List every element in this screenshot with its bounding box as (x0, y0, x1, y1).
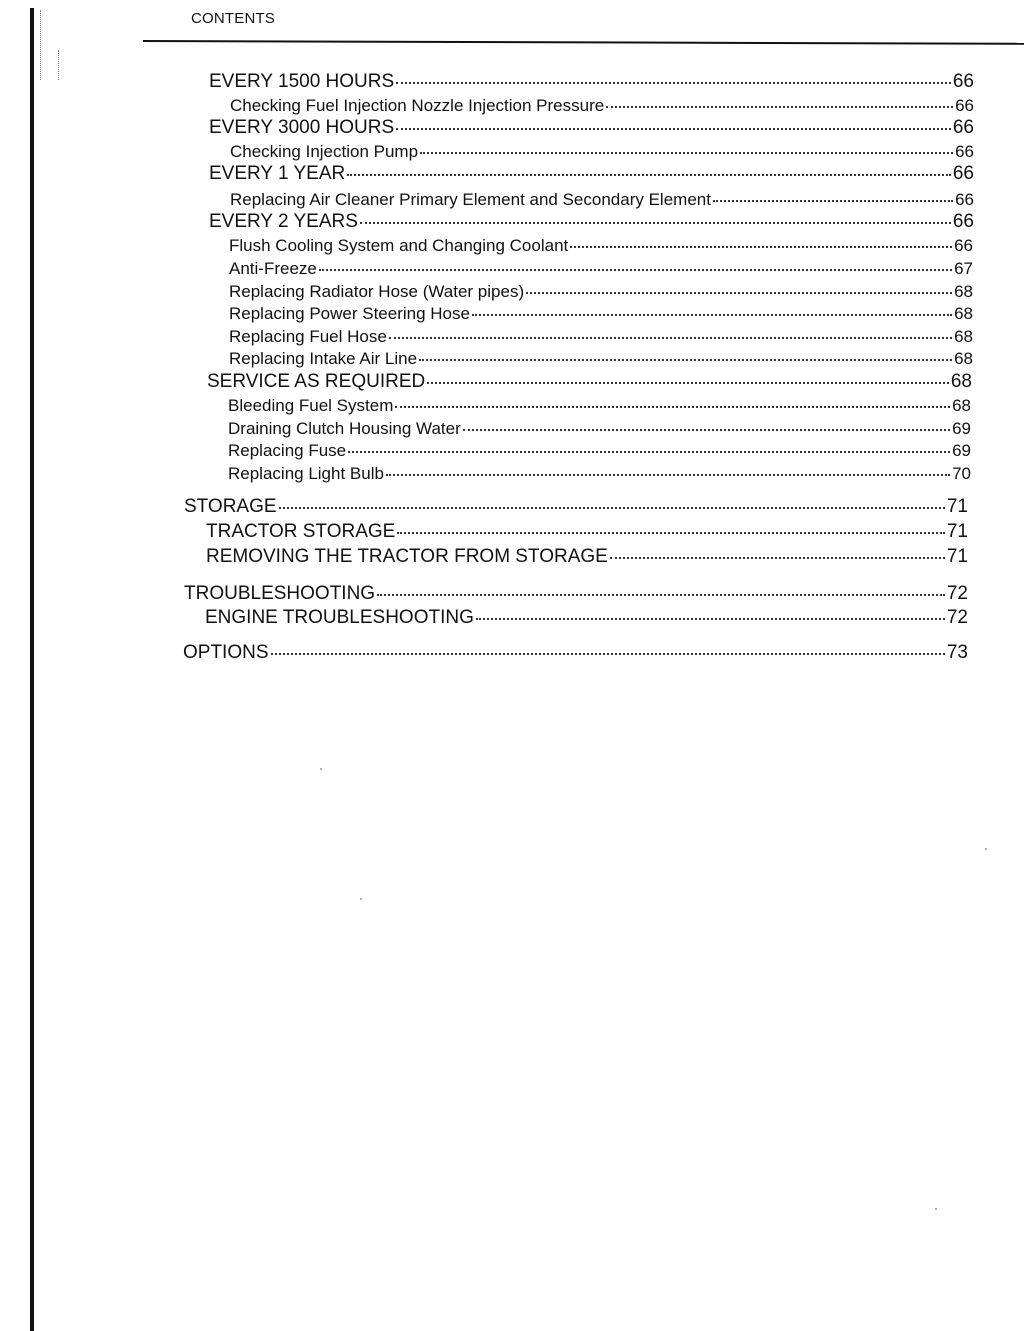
toc-entry[interactable] (229, 259, 973, 279)
dot-leader (347, 174, 951, 176)
toc-entry[interactable] (230, 190, 974, 210)
toc-entry[interactable] (229, 304, 973, 324)
scan-binding-edge (30, 8, 34, 1331)
toc-entry-label: Bleeding Fuel System (228, 396, 394, 415)
toc-entry[interactable] (183, 642, 968, 664)
toc-entry-page-number: 68 (952, 396, 971, 415)
dot-leader (526, 292, 952, 294)
toc-entry-label: ENGINE TROUBLESHOOTING (205, 607, 474, 628)
toc-entry-label: Replacing Fuse (228, 441, 347, 460)
toc-entry[interactable] (206, 521, 968, 543)
toc-entry[interactable] (209, 71, 974, 93)
toc-entry-page-number: 66 (955, 142, 974, 161)
toc-entry[interactable] (184, 583, 968, 605)
toc-entry[interactable] (228, 464, 971, 484)
toc-entry[interactable] (228, 396, 971, 416)
toc-entry[interactable] (229, 349, 973, 369)
toc-entry-page-number: 67 (954, 259, 973, 278)
toc-entry-page-number: 66 (952, 117, 974, 138)
toc-entry-page-number: 68 (954, 282, 973, 301)
toc-entry-label: Anti-Freeze (229, 259, 317, 278)
toc-entry-label: Checking Fuel Injection Nozzle Injection Pressure (230, 96, 605, 115)
dot-leader (348, 451, 950, 453)
toc-entry-page-number: 72 (946, 607, 968, 628)
toc-entry-label: REMOVING THE TRACTOR FROM STORAGE (206, 546, 608, 567)
toc-entry-page-number: 73 (946, 642, 968, 663)
dot-leader (319, 269, 952, 271)
scan-speck (360, 898, 362, 900)
toc-entry-label: EVERY 1 YEAR (209, 163, 346, 184)
toc-entry-page-number: 69 (952, 441, 971, 460)
dot-leader (610, 557, 945, 559)
toc-entry[interactable] (209, 117, 974, 139)
toc-entry[interactable] (230, 96, 974, 116)
toc-entry-label: OPTIONS (183, 642, 269, 663)
dot-leader (396, 82, 951, 84)
dot-leader (570, 246, 952, 248)
scan-artifact (40, 10, 43, 80)
toc-entry-page-number: 68 (954, 304, 973, 323)
toc-entry-page-number: 66 (955, 96, 974, 115)
toc-entry-label: SERVICE AS REQUIRED (207, 371, 426, 392)
toc-entry-label: Flush Cooling System and Changing Coolant (229, 236, 569, 255)
toc-entry-page-number: 71 (946, 496, 968, 517)
dot-leader (472, 314, 952, 316)
toc-entry-label: Draining Clutch Housing Water (228, 419, 461, 438)
toc-entry-page-number: 68 (950, 371, 972, 392)
toc-entry-page-number: 71 (946, 521, 968, 542)
toc-entry-page-number: 66 (952, 163, 974, 184)
header-divider (143, 40, 1024, 45)
toc-entry-label: Replacing Radiator Hose (Water pipes) (229, 282, 525, 301)
toc-entry[interactable] (229, 282, 973, 302)
dot-leader (476, 618, 945, 620)
scan-artifact (58, 50, 61, 80)
dot-leader (279, 507, 945, 509)
toc-entry-label: TROUBLESHOOTING (184, 583, 376, 604)
toc-entry[interactable] (228, 441, 971, 461)
toc-entry-page-number: 72 (946, 583, 968, 604)
toc-entry-label: STORAGE (184, 496, 277, 517)
toc-entry-label: Replacing Intake Air Line (229, 349, 418, 368)
toc-entry-page-number: 66 (952, 211, 974, 232)
dot-leader (397, 532, 945, 534)
dot-leader (419, 359, 952, 361)
toc-entry-page-number: 66 (955, 190, 974, 209)
toc-entry-page-number: 66 (952, 71, 974, 92)
dot-leader (420, 152, 953, 154)
toc-entry-label: Replacing Air Cleaner Primary Element and Secondary Element (230, 190, 711, 209)
dot-leader (377, 594, 945, 596)
scan-speck (935, 1208, 937, 1210)
dot-leader (427, 382, 949, 384)
toc-entry-page-number: 69 (952, 419, 971, 438)
dot-leader (606, 106, 953, 108)
dot-leader (271, 653, 945, 655)
dot-leader (713, 200, 953, 202)
toc-entry[interactable] (230, 142, 974, 162)
toc-entry-page-number: 71 (946, 546, 968, 567)
toc-entry[interactable] (184, 496, 968, 518)
toc-entry[interactable] (205, 607, 968, 629)
toc-entry-page-number: 68 (954, 349, 973, 368)
toc-entry-label: Replacing Power Steering Hose (229, 304, 470, 323)
toc-entry[interactable] (209, 163, 974, 185)
toc-entry-label: Checking Injection Pump (230, 142, 419, 161)
dot-leader (395, 406, 950, 408)
toc-entry-label: Replacing Fuel Hose (229, 327, 387, 346)
scan-speck (320, 768, 322, 770)
dot-leader (389, 337, 952, 339)
scan-speck (985, 848, 987, 850)
toc-entry[interactable] (209, 211, 974, 233)
toc-entry-page-number: 70 (952, 464, 971, 483)
dot-leader (386, 474, 950, 476)
toc-entry-label: Replacing Light Bulb (228, 464, 384, 483)
toc-entry[interactable] (229, 236, 973, 256)
dot-leader (396, 128, 951, 130)
toc-entry-label: TRACTOR STORAGE (206, 521, 396, 542)
toc-entry-label: EVERY 3000 HOURS (209, 117, 395, 138)
dot-leader (360, 222, 951, 224)
toc-entry-label: EVERY 2 YEARS (209, 211, 358, 232)
toc-entry-page-number: 66 (954, 236, 973, 255)
toc-entry[interactable] (228, 419, 971, 439)
dot-leader (463, 429, 950, 431)
page-header-title: CONTENTS (191, 10, 276, 27)
toc-entry[interactable] (207, 371, 972, 393)
toc-entry-label: EVERY 1500 HOURS (209, 71, 395, 92)
toc-entry[interactable] (229, 327, 973, 347)
toc-entry-page-number: 68 (954, 327, 973, 346)
toc-entry[interactable] (206, 546, 968, 568)
